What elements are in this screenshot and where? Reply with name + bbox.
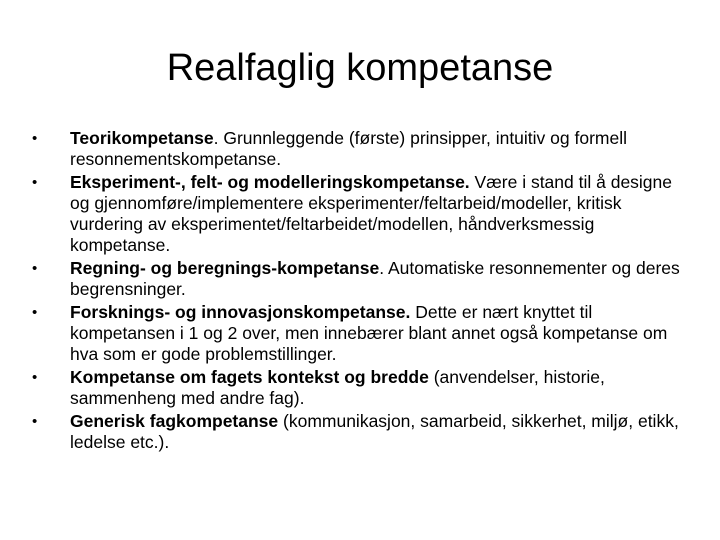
- bullet-item: [32, 367, 692, 409]
- bullet-dot-icon: •: [32, 304, 38, 321]
- bullet-item: [32, 172, 692, 256]
- bullet-item: [32, 411, 692, 453]
- bullet-term: Kompetanse om fagets kontekst og bredde: [70, 367, 429, 387]
- bullet-text: (anvendelser, historie, sammenheng med andre fag).: [70, 367, 605, 408]
- bullet-text: Være i stand til å designe og gjennomføre/implementere eksperimenter/feltarbeid/modeller, kritisk vurdering av eksperimentet/feltarbeidet/modellen, håndverksmessig kompetanse.: [70, 172, 673, 255]
- bullet-text: . Grunnleggende (første) prinsipper, intuitiv og formell resonnementskompetanse.: [70, 128, 627, 169]
- bullet-text: . Automatiske resonnementer og deres begrensninger.: [70, 258, 680, 299]
- bullet-dot-icon: •: [32, 174, 38, 191]
- bullet-term: Generisk fagkompetanse: [70, 411, 279, 431]
- bullet-text: (kommunikasjon, samarbeid, sikkerhet, miljø, etikk, ledelse etc.).: [70, 411, 679, 452]
- bullet-dot-icon: •: [32, 260, 38, 277]
- bullet-term: Regning- og beregnings-kompetanse: [70, 258, 380, 278]
- bullet-term: Forsknings- og innovasjonskompetanse.: [70, 302, 411, 322]
- bullet-item: [32, 128, 692, 170]
- bullet-dot-icon: •: [32, 369, 38, 386]
- bullet-text: Dette er nært knyttet til kompetansen i 1 og 2 over, men innebærer blant annet også kompetanse om hva som er gode problemstillinger.: [70, 302, 668, 364]
- slide-title: Realfaglig kompetanse: [166, 47, 554, 89]
- bullet-list: [32, 128, 692, 455]
- bullet-term: Eksperiment-, felt- og modelleringskompetanse.: [70, 172, 470, 192]
- bullet-dot-icon: •: [32, 413, 38, 430]
- bullet-term: Teorikompetanse: [70, 128, 214, 148]
- bullet-item: [32, 302, 692, 365]
- bullet-item: [32, 258, 692, 300]
- bullet-dot-icon: •: [32, 130, 38, 147]
